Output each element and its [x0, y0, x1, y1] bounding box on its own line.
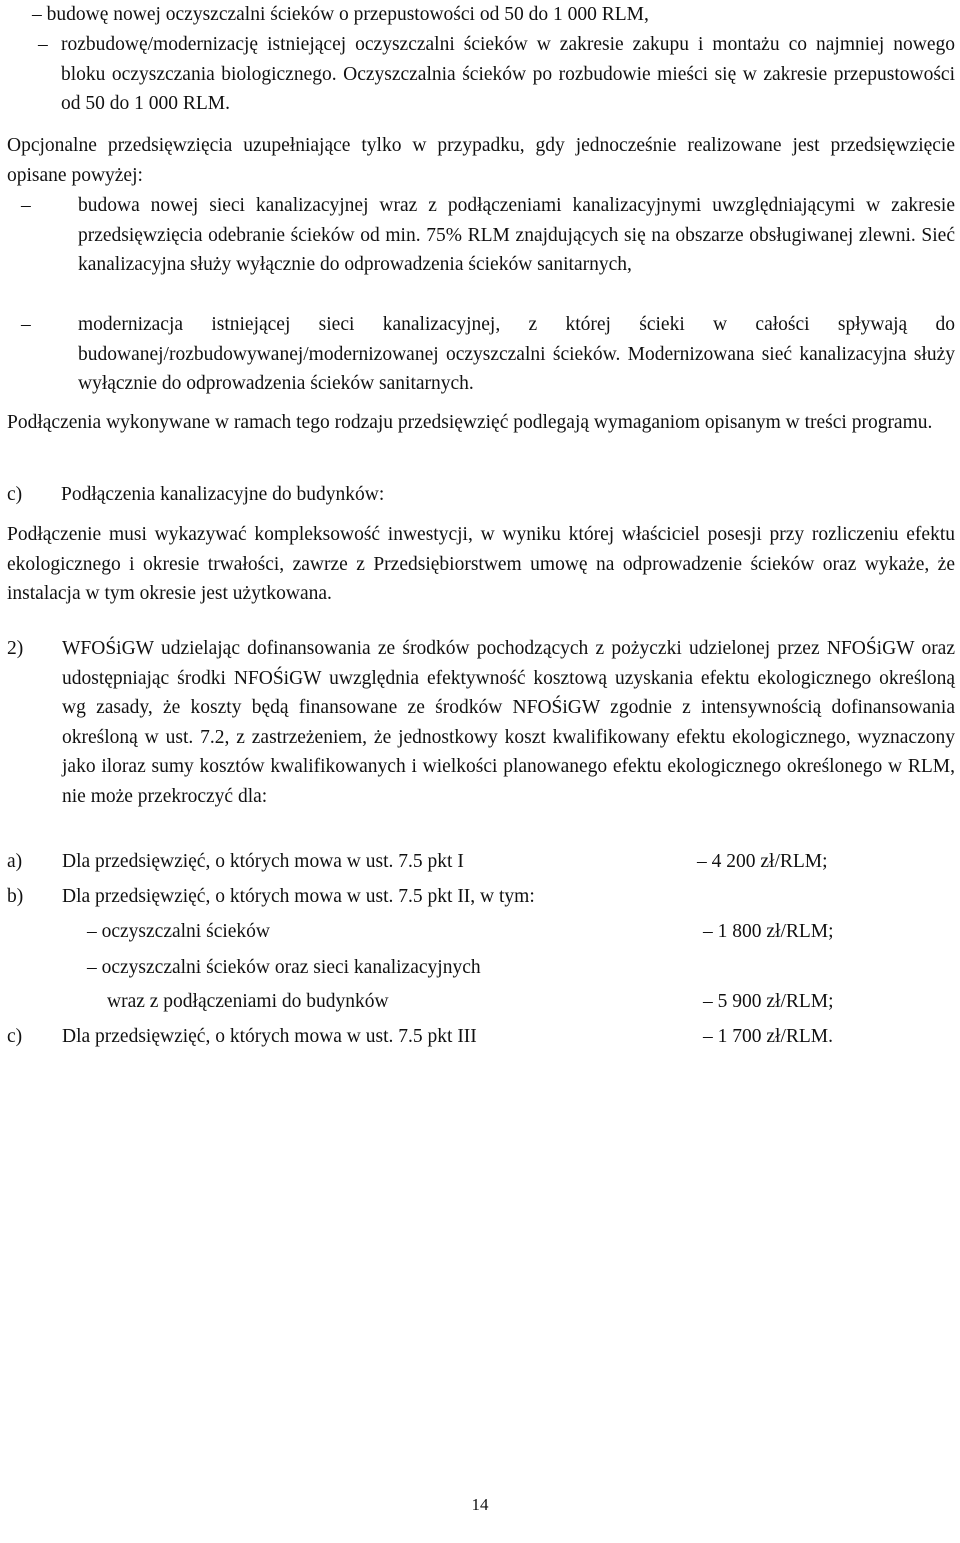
limit-b-text: Dla przedsięwzięć, o których mowa w ust. 7.5 pkt II, w tym:	[62, 886, 535, 907]
limit-b1-amount: – 1 800 zł/RLM;	[703, 921, 834, 942]
connections-note: Podłączenia wykonywane w ramach tego rodzaju przedsięwzięć podlegają wymaganiom opisanym w treści programu.	[7, 412, 933, 433]
limit-a-label: a)	[7, 851, 23, 872]
limit-a-amount: – 4 200 zł/RLM;	[697, 851, 828, 872]
optional-item-text: budowa nowej sieci kanalizacyjnej wraz z podłączeniami kanalizacyjnymi uwzględniającymi w zakresie przedsięwzięcia odebranie ścieków od min. 75% RLM znajdujących się na obszarze obsługiwanej zlewni. Sieć kanalizacyjna służy wyłącznie do odprowadzenia ścieków sanitarnych,	[78, 195, 955, 275]
dash-marker: –	[21, 195, 31, 216]
bullet-modernization	[7, 30, 955, 119]
point-2-label: 2)	[7, 638, 24, 659]
point-2-text: WFOŚiGW udzielając dofinansowania ze środków pochodzących z pożyczki udzielonej przez NFOŚiGW oraz udostępniając środki NFOŚiGW uwzględnia efektywność kosztową uzyskania efektu ekologicznego określoną wg zasady, że koszty będą finansowane ze środków NFOŚiGW zgodnie z intensywnością dofinansowania określoną w ust. 7.2, z zastrzeżeniem, że jednostkowy koszt kwalifikowany efektu ekologicznego, wyznaczony jako iloraz sumy kosztów kwalifikowanych i wielkości planowanego efektu ekologicznego określonego w RLM, nie może przekroczyć dla:	[62, 638, 955, 807]
limit-c-text: Dla przedsięwzięć, o których mowa w ust. 7.5 pkt III	[62, 1026, 477, 1047]
limit-c-amount: – 1 700 zł/RLM.	[703, 1026, 833, 1047]
optional-intro: Opcjonalne przedsięwzięcia uzupełniające tylko w przypadku, gdy jednocześnie realizowane jest przedsięwzięcie opisane powyżej:	[7, 135, 955, 186]
dash-marker: –	[21, 314, 31, 335]
limit-b2-text-line2: wraz z podłączeniami do budynków	[107, 991, 389, 1012]
optional-item-modernization	[21, 310, 955, 399]
limit-a-text: Dla przedsięwzięć, o których mowa w ust. 7.5 pkt I	[62, 851, 464, 872]
limit-b-label: b)	[7, 886, 24, 907]
bullet-text: – budowę nowej oczyszczalni ścieków o przepustowości od 50 do 1 000 RLM,	[32, 4, 649, 25]
limit-c-label: c)	[7, 1026, 23, 1047]
optional-item-sewer	[21, 191, 955, 280]
bullet-text: rozbudowę/modernizację istniejącej oczyszczalni ścieków w zakresie zakupu i montażu co najmniej nowego bloku oczyszczania biologicznego. Oczyszczalnia ścieków po rozbudowie mieści się w zakresie przepustowości od 50 do 1 000 RLM.	[61, 34, 955, 114]
optional-item-text: modernizacja istniejącej sieci kanalizacyjnej, z której ścieki w całości spływają do budowanej/rozbudowywanej/modernizowanej oczyszczalni ścieków. Modernizowana sieć kanalizacyjna służy wyłącznie do odprowadzenia ścieków sanitarnych.	[78, 314, 955, 394]
section-c-title: Podłączenia kanalizacyjne do budynków:	[61, 484, 385, 505]
limit-b2-text-line1: – oczyszczalni ścieków oraz sieci kanalizacyjnych	[87, 957, 481, 978]
section-c-text: Podłączenie musi wykazywać kompleksowość inwestycji, w wyniku której właściciel posesji przy rozliczeniu efektu ekologicznego i okresie trwałości, zawrze z Przedsiębiorstwem umowę na odprowadzenie ścieków oraz wykaże, że instalacja w tym okresie jest użytkowana.	[7, 524, 955, 604]
bullet-new-plant	[7, 0, 649, 30]
dash-marker: –	[38, 34, 48, 55]
limit-b1-text: – oczyszczalni ścieków	[87, 921, 271, 942]
section-c-label: c)	[7, 484, 23, 505]
limit-b2-amount: – 5 900 zł/RLM;	[703, 991, 834, 1012]
page-number: 14	[471, 1495, 489, 1514]
